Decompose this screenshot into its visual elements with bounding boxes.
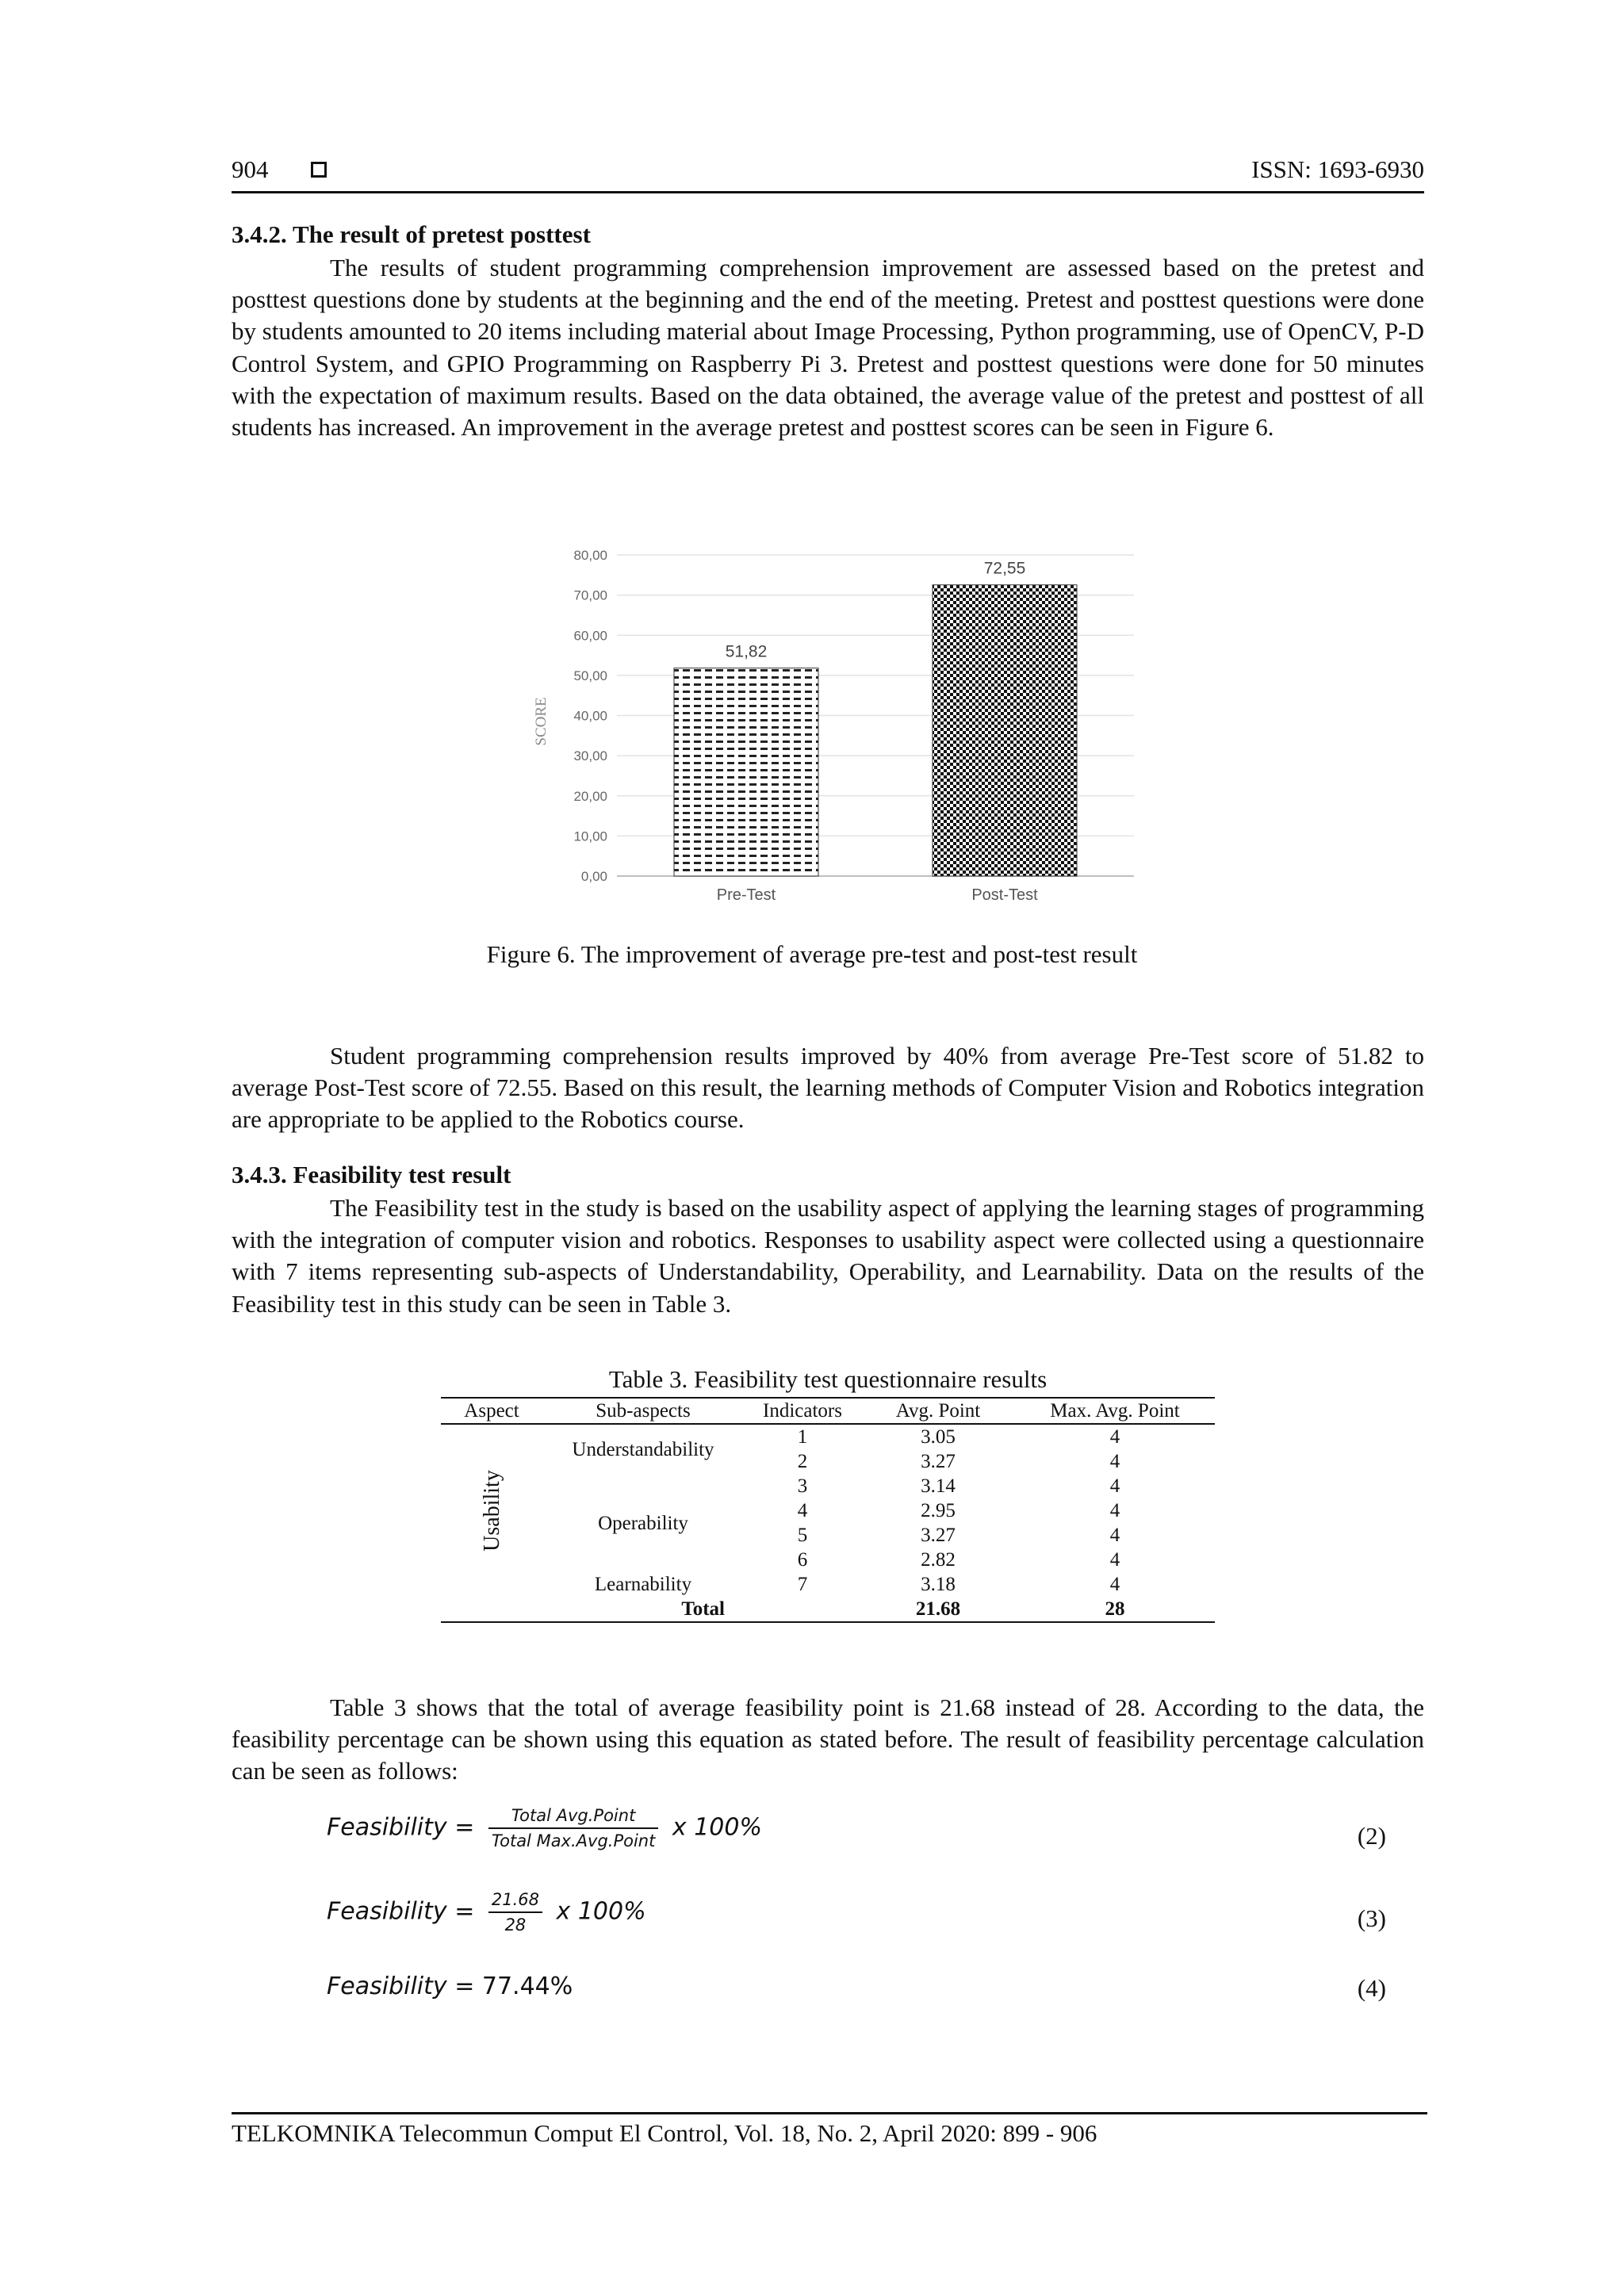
subaspect-learnability: Learnability [594,1574,692,1595]
indicator-cell: 7 [797,1574,808,1595]
max-point-cell: 4 [1109,1451,1120,1472]
total-label: Total [542,1597,744,1622]
max-point-cell: 4 [1109,1475,1120,1497]
aspect-usability: Usability [479,1469,504,1552]
x-tick-label: Post-Test [971,886,1038,904]
eq4-rhs: 77.44% [481,1973,573,2000]
bar-post-test [933,585,1077,876]
chart-y-axis-label: SCORE [533,697,550,746]
y-tick-label: 50,00 [573,668,607,683]
y-tick-label: 20,00 [573,788,607,804]
square-bullet-icon [311,162,327,178]
chart-bars [674,585,1077,876]
equation-2 [327,1806,762,1850]
y-tick-label: 40,00 [573,708,607,724]
y-tick-label: 30,00 [573,748,607,764]
table-title: Table 3. Feasibility test questionnaire results [608,1365,1048,1393]
equation-number-4: (4) [1357,1974,1386,2002]
y-tick-label: 60,00 [573,628,607,644]
eq3-tail: x 100% [556,1897,646,1926]
equation-3 [327,1890,646,1934]
indicator-cell: 1 [797,1426,808,1448]
header-subaspects: Sub-aspects [542,1398,744,1424]
avg-point-cell: 3.27 [921,1451,956,1472]
chart-x-ticks [717,886,1038,904]
bar-value-label: 51,82 [725,642,768,661]
equation-number-2: (2) [1357,1822,1386,1850]
indicator-cell: 2 [797,1451,808,1472]
equals-sign: = [454,1973,475,2000]
header-rule [232,191,1424,193]
eq2-tail: x 100% [672,1813,762,1842]
indicator-cell: 4 [797,1500,808,1521]
equation-4 [327,1973,573,2000]
header-max-avg-point: Max. Avg. Point [1015,1398,1215,1424]
indicator-cell: 5 [797,1525,808,1546]
section-heading-342: 3.4.2. The result of pretest posttest [232,220,591,248]
paragraph-table-discussion: Table 3 shows that the total of average feasibility point is 21.68 instead of 28. According to the data, the feasibility percentage can be shown using this equation as stated before. The result of feasibility percentage calculation can be seen as follows: [232,1693,1424,1785]
subaspect-understandability: Understandability [572,1438,714,1460]
equals-sign: = [454,1813,475,1842]
y-tick-label: 10,00 [573,828,607,844]
max-point-cell: 4 [1109,1525,1120,1546]
avg-point-cell: 2.95 [921,1500,956,1521]
total-blank-indicator [744,1597,861,1622]
avg-point-cell: 2.82 [921,1549,956,1571]
table-row [441,1572,1215,1597]
footer-text: TELKOMNIKA Telecommun Comput El Control, Vol. 18, No. 2, April 2020: 899 - 906 [232,2119,1097,2147]
section-heading-343: 3.4.3. Feasibility test result [232,1161,511,1188]
y-tick-label: 80,00 [573,548,607,563]
header-indicators: Indicators [744,1398,861,1424]
eq2-numerator: Total Avg.Point [488,1806,658,1829]
eq2-fraction [488,1806,658,1850]
page-footer [232,2112,1427,2148]
max-point-cell: 4 [1109,1426,1120,1448]
bar-value-label: 72,55 [983,559,1026,578]
y-tick-label: 0,00 [580,869,607,884]
paragraph-results: Student programming comprehension results improved by 40% from average Pre-Test score of 51.82 to average Post-Test score of 72.55. Based on this result, the learning methods of Computer Vision and Robotics integration are appropriate to be applied to the Robotics course. [232,1042,1424,1134]
avg-point-cell: 3.27 [921,1525,956,1546]
total-blank-cell [441,1597,542,1622]
eq3-denominator: 28 [504,1915,527,1934]
avg-point-cell: 3.14 [921,1475,956,1497]
equation-number-3: (3) [1357,1904,1386,1932]
avg-point-cell: 3.05 [921,1426,956,1448]
feasibility-table [441,1397,1215,1623]
figure-caption: Figure 6. The improvement of average pre-test and post-test result [486,940,1138,968]
eq2-denominator: Total Max.Avg.Point [491,1831,656,1850]
subaspect-operability: Operability [598,1512,688,1534]
issn: ISSN: 1693-6930 [1251,155,1424,183]
max-point-cell: 4 [1109,1500,1120,1521]
table-total-row [441,1597,1215,1622]
chart-y-ticks [573,548,607,884]
paragraph-feasibility-intro: The Feasibility test in the study is based on the usability aspect of applying the learning stages of programming with the integration of computer vision and robotics. Responses to usability aspect were collected using a questionnaire with 7 items representing sub-aspects of Understandability, Operability, and Learnability. Data on the results of the Feasibility test in this study can be seen in Table 3. [232,1194,1424,1318]
page-header [232,155,1424,197]
eq2-lhs: Feasibility [327,1813,447,1842]
avg-point-cell: 3.18 [921,1574,956,1595]
bar-chart [515,531,1150,912]
page-number: 904 [232,155,269,183]
eq3-fraction [488,1890,542,1934]
table-header-row [441,1398,1215,1424]
max-point-cell: 4 [1109,1574,1120,1595]
indicator-cell: 6 [797,1549,808,1571]
header-aspect: Aspect [441,1398,542,1424]
paragraph-pretest-intro: The results of student programming comprehension improvement are assessed based on the pretest and posttest questions done by students at the beginning and the end of the meeting. Pretest and posttest questions were done by students amounted to 20 items including material about Image Processing, Python programming, use of OpenCV, P-D Control System, and GPIO Programming on Raspberry Pi 3. Pretest and posttest questions were done for 50 minutes with the expectation of maximum results. Based on the data obtained, the average value of the pretest and posttest of all students has increased. An improvement in the average pretest and posttest scores can be seen in Figure 6. [232,254,1424,442]
total-max: 28 [1015,1597,1215,1622]
aspect-cell [441,1424,542,1597]
table-row [441,1474,1215,1498]
eq3-numerator: 21.68 [488,1890,542,1913]
x-tick-label: Pre-Test [716,886,776,904]
indicator-cell: 3 [797,1475,808,1497]
equals-sign: = [454,1897,475,1926]
bar-pre-test [674,668,818,876]
max-point-cell: 4 [1109,1549,1120,1571]
eq3-lhs: Feasibility [327,1897,447,1926]
table-row [441,1424,1215,1449]
y-tick-label: 70,00 [573,587,607,603]
eq4-lhs: Feasibility [327,1973,447,2000]
footer-rule [232,2112,1427,2114]
header-avg-point: Avg. Point [861,1398,1015,1424]
total-avg: 21.68 [861,1597,1015,1622]
